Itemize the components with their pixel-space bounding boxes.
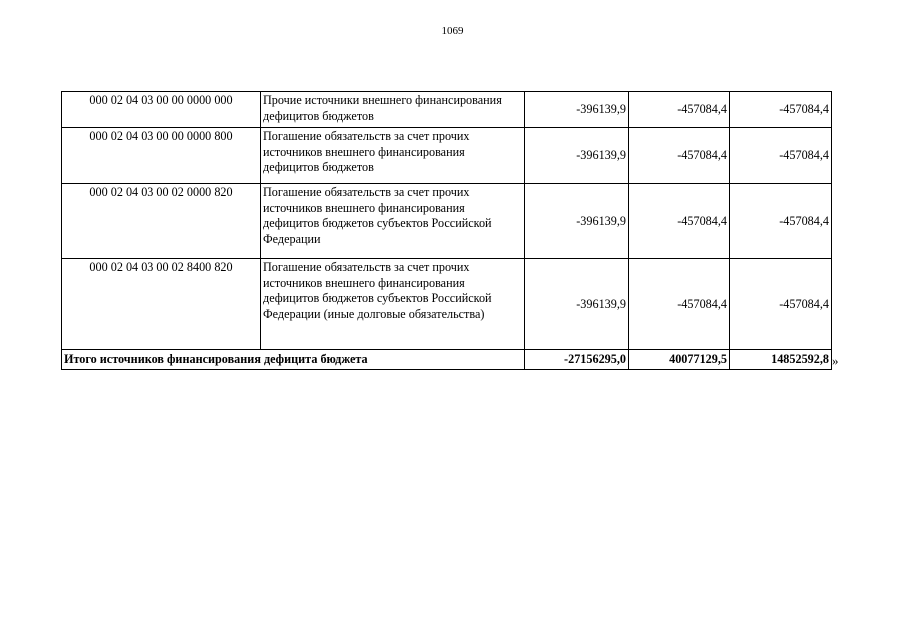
total-year3-cell: 14852592,8 xyxy=(730,350,832,370)
amount-year2-cell: -457084,4 xyxy=(629,184,730,259)
total-year1-cell: -27156295,0 xyxy=(525,350,629,370)
table-row xyxy=(62,259,832,350)
amount-year3-cell: -457084,4 xyxy=(730,184,832,259)
amount-year3-cell: -457084,4 xyxy=(730,128,832,184)
table-row xyxy=(62,92,832,128)
table-row xyxy=(62,184,832,259)
source-name-cell: Погашение обязательств за счет прочих источников внешнего финансирования дефицитов бюджетов субъектов Российской Федерации xyxy=(261,184,525,259)
total-year2-cell: 40077129,5 xyxy=(629,350,730,370)
source-name-cell: Погашение обязательств за счет прочих источников внешнего финансирования дефицитов бюджетов xyxy=(261,128,525,184)
amount-year1-cell: -396139,9 xyxy=(525,128,629,184)
source-name-cell: Погашение обязательств за счет прочих источников внешнего финансирования дефицитов бюджетов субъектов Российской Федерации (иные долговые обязательства) xyxy=(261,259,525,350)
amount-year2-cell: -457084,4 xyxy=(629,92,730,128)
amount-year2-cell: -457084,4 xyxy=(629,128,730,184)
source-name-cell: Прочие источники внешнего финансирования дефицитов бюджетов xyxy=(261,92,525,128)
budget-code-cell: 000 02 04 03 00 02 0000 820 xyxy=(62,184,261,259)
budget-code-cell: 000 02 04 03 00 02 8400 820 xyxy=(62,259,261,350)
table-row xyxy=(62,128,832,184)
budget-sources-table xyxy=(61,91,832,370)
amount-year3-cell: -457084,4 xyxy=(730,92,832,128)
amount-year2-cell: -457084,4 xyxy=(629,259,730,350)
amount-year1-cell: -396139,9 xyxy=(525,92,629,128)
amount-year3-cell: -457084,4 xyxy=(730,259,832,350)
budget-code-cell: 000 02 04 03 00 00 0000 000 xyxy=(62,92,261,128)
page-number: 1069 xyxy=(441,25,464,37)
closing-quote-mark: » xyxy=(832,353,839,368)
total-label-cell: Итого источников финансирования дефицита бюджета xyxy=(62,350,525,370)
amount-year1-cell: -396139,9 xyxy=(525,259,629,350)
budget-code-cell: 000 02 04 03 00 00 0000 800 xyxy=(62,128,261,184)
amount-year1-cell: -396139,9 xyxy=(525,184,629,259)
total-row xyxy=(62,350,832,370)
